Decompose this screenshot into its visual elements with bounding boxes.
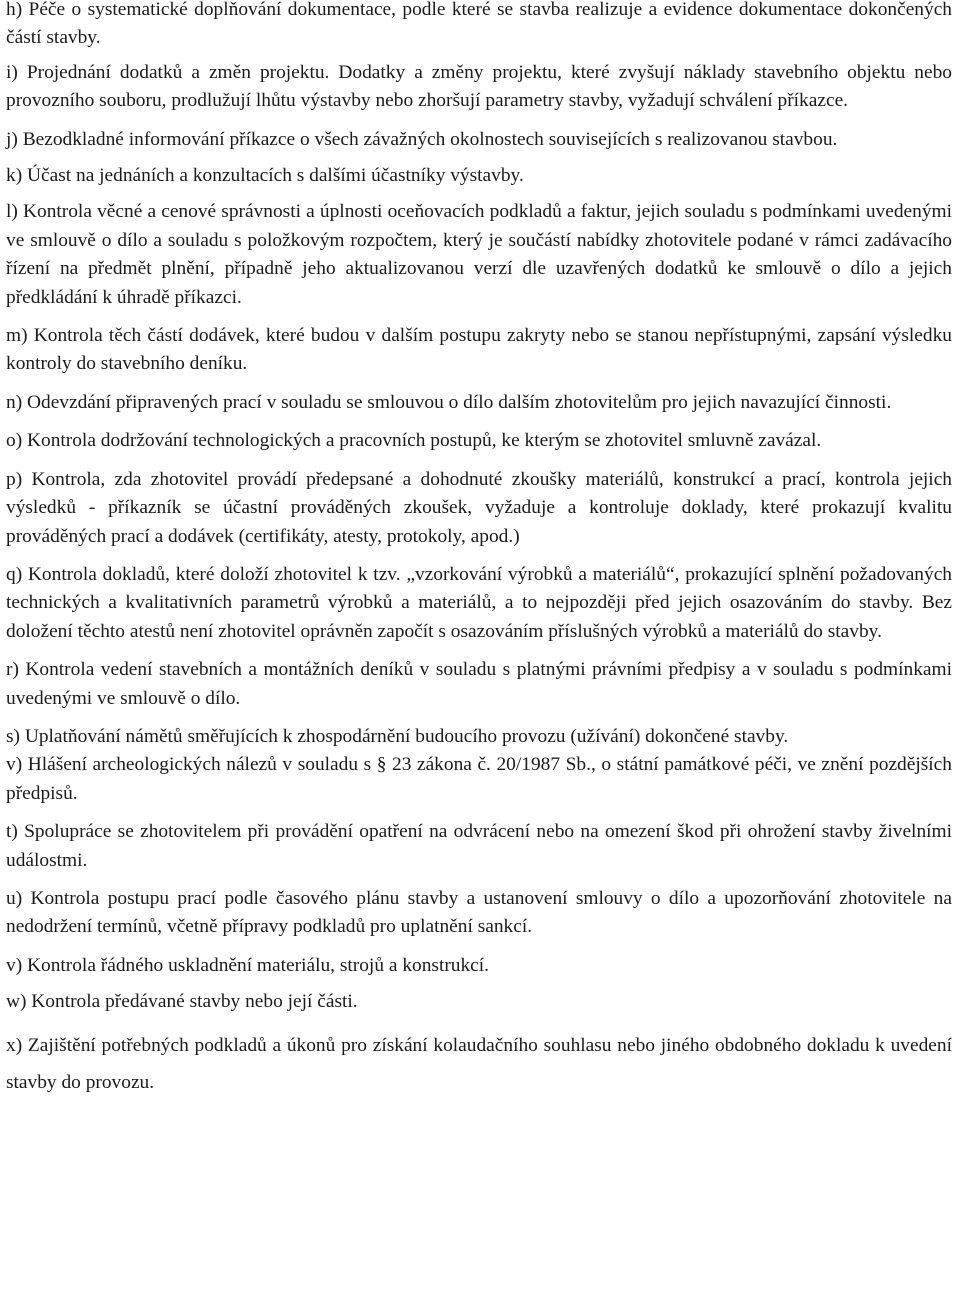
paragraph-j: j) Bezodkladné informování příkazce o všech závažných okolnostech souvisejících s realizovanou stavbou. <box>6 128 838 150</box>
paragraph-v-archeology: v) Hlášení archeologických nálezů v souladu s § 23 zákona č. 20/1987 Sb., o státní památkové péči, ve znění pozdějších předpisů. <box>6 754 952 804</box>
paragraph-p: p) Kontrola, zda zhotovitel provádí předepsané a dohodnuté zkoušky materiálů, konstrukcí a prací, kontrola jejich výsledků - příkazník se účastní prováděných zkoušek, vyžaduje a kontroluje doklady, které prokazují kvalitu prováděných prací a dodávek (certifikáty, atesty, protokoly, apod.) <box>6 468 952 547</box>
paragraph-i: i) Projednání dodatků a změn projektu. Dodatky a změny projektu, které zvyšují náklady stavebního objektu nebo provozního souboru, prodlužují lhůtu výstavby nebo zhoršují parametry stavby, vyžadují schválení příkazce. <box>6 61 952 112</box>
paragraph-k: k) Účast na jednáních a konzultacích s dalšími účastníky výstavby. <box>6 165 524 187</box>
paragraph-n: n) Odevzdání připravených prací v souladu se smlouvou o dílo dalším zhotovitelům pro jejich navazující činnosti. <box>6 391 892 413</box>
paragraph-m: m) Kontrola těch částí dodávek, které budou v dalším postupu zakryty nebo se stanou nepřístupnými, zapsání výsledku kontroly do stavebního deníku. <box>6 325 952 375</box>
paragraph-r: r) Kontrola vedení stavebních a montážních deníků v souladu s platnými právními předpisy a v souladu s podmínkami uvedenými ve smlouvě o dílo. <box>6 659 952 709</box>
paragraph-v-storage: v) Kontrola řádného uskladnění materiálu, strojů a konstrukcí. <box>6 954 490 976</box>
paragraph-o: o) Kontrola dodržování technologických a pracovních postupů, ke kterým se zhotovitel smluvně zavázal. <box>6 430 822 452</box>
paragraph-w: w) Kontrola předávané stavby nebo její části. <box>6 991 358 1013</box>
paragraph-u: u) Kontrola postupu prací podle časového plánu stavby a ustanovení smlouvy o dílo a upozorňování zhotovitele na nedodržení termínů, včetně přípravy podkladů pro uplatnění sankcí. <box>6 887 952 938</box>
paragraph-s: s) Uplatňování námětů směřujících k zhospodárnění budoucího provozu (užívání) dokončené stavby. <box>6 725 789 747</box>
paragraph-h: h) Péče o systematické doplňování dokumentace, podle které se stavba realizuje a evidence dokumentace dokončených částí stavby. <box>6 0 952 49</box>
paragraph-x: x) Zajištění potřebných podkladů a úkonů pro získání kolaudačního souhlasu nebo jiného obdobného dokladu k uvedení stavby do provozu. <box>6 1034 952 1093</box>
paragraph-t: t) Spolupráce se zhotovitelem při provádění opatření na odvrácení nebo na omezení škod při ohrožení stavby živelními událostmi. <box>6 821 952 871</box>
paragraph-l: l) Kontrola věcné a cenové správnosti a úplnosti oceňovacích podkladů a faktur, jejich souladu s podmínkami uvedenými ve smlouvě o dílo a souladu s položkovým rozpočtem, který je součástí nabídky zhotovitele podané v rámci zadávacího řízení na předmět plnění, případně jeho aktualizovanou verzí dle uzavřených dodatků ke smlouvě o dílo a jejich předkládání k úhradě příkazci. <box>6 201 952 308</box>
paragraph-q: q) Kontrola dokladů, které doloží zhotovitel k tzv. „vzorkování výrobků a materiálů“, prokazující splnění požadovaných technických a kvalitativních parametrů výrobků a materiálů, a to nejpozději před jejich osazováním do stavby. Bez doložení těchto atestů není zhotovitel oprávněn započít s osazováním příslušných výrobků a materiálů do stavby. <box>6 563 952 642</box>
